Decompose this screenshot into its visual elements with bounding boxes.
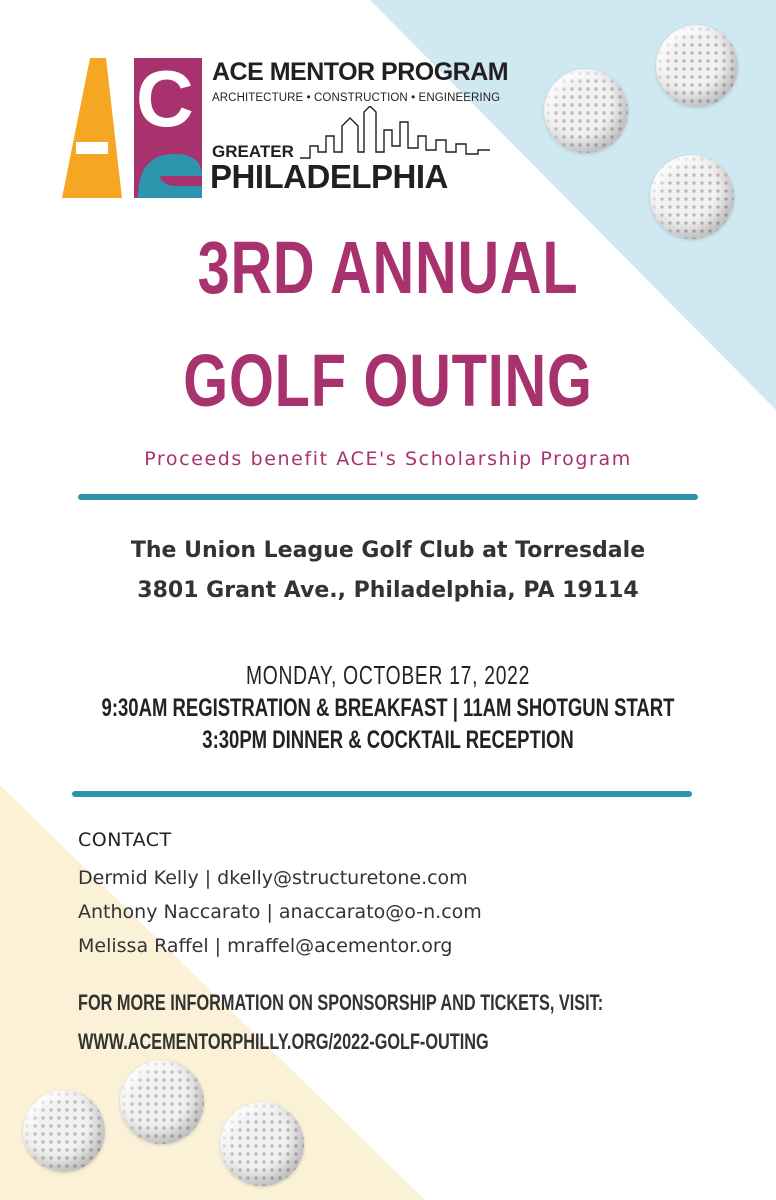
golf-ball-icon — [544, 69, 628, 153]
svg-text:C: C — [136, 58, 194, 143]
more-info-text: FOR MORE INFORMATION ON SPONSORSHIP AND TICKETS, VISIT: — [78, 990, 604, 1015]
event-subtitle: Proceeds benefit ACE's Scholarship Program — [144, 448, 632, 470]
event-date: MONDAY, OCTOBER 17, 2022 — [245, 660, 531, 690]
event-title-line1: 3RD ANNUAL — [197, 226, 579, 309]
ace-letters-logo-icon — [62, 58, 202, 198]
golf-ball-icon — [120, 1060, 204, 1144]
divider-top — [78, 494, 698, 500]
golf-ball-icon — [220, 1102, 304, 1186]
contact-heading: CONTACT — [78, 829, 172, 851]
venue-name: The Union League Golf Club at Torresdale — [130, 538, 646, 563]
event-website-link[interactable]: WWW.ACEMENTORPHILLY.ORG/2022-GOLF-OUTING — [78, 1029, 489, 1054]
golf-ball-icon — [656, 25, 738, 107]
org-tagline: ARCHITECTURE • CONSTRUCTION • ENGINEERING — [212, 92, 501, 104]
region-greater: GREATER — [212, 142, 294, 161]
schedule-line-2: 3:30PM DINNER & COCKTAIL RECEPTION — [202, 726, 574, 754]
org-name: ACE MENTOR PROGRAM — [212, 58, 509, 86]
contact-person: Anthony Naccarato | anaccarato@o-n.com — [78, 901, 482, 923]
venue-address: 3801 Grant Ave., Philadelphia, PA 19114 — [137, 578, 639, 603]
divider-bottom — [72, 791, 692, 797]
region-philadelphia: PHILADELPHIA — [210, 158, 448, 195]
schedule-line-1: 9:30AM REGISTRATION & BREAKFAST | 11AM SHOTGUN START — [101, 694, 675, 722]
golf-ball-icon — [23, 1090, 105, 1172]
contact-person: Melissa Raffel | mraffel@acementor.org — [78, 935, 453, 957]
city-skyline-icon — [300, 106, 490, 162]
event-title-line2: GOLF OUTING — [183, 339, 593, 422]
ace-logo — [62, 58, 509, 200]
contact-person: Dermid Kelly | dkelly@structuretone.com — [78, 867, 468, 889]
